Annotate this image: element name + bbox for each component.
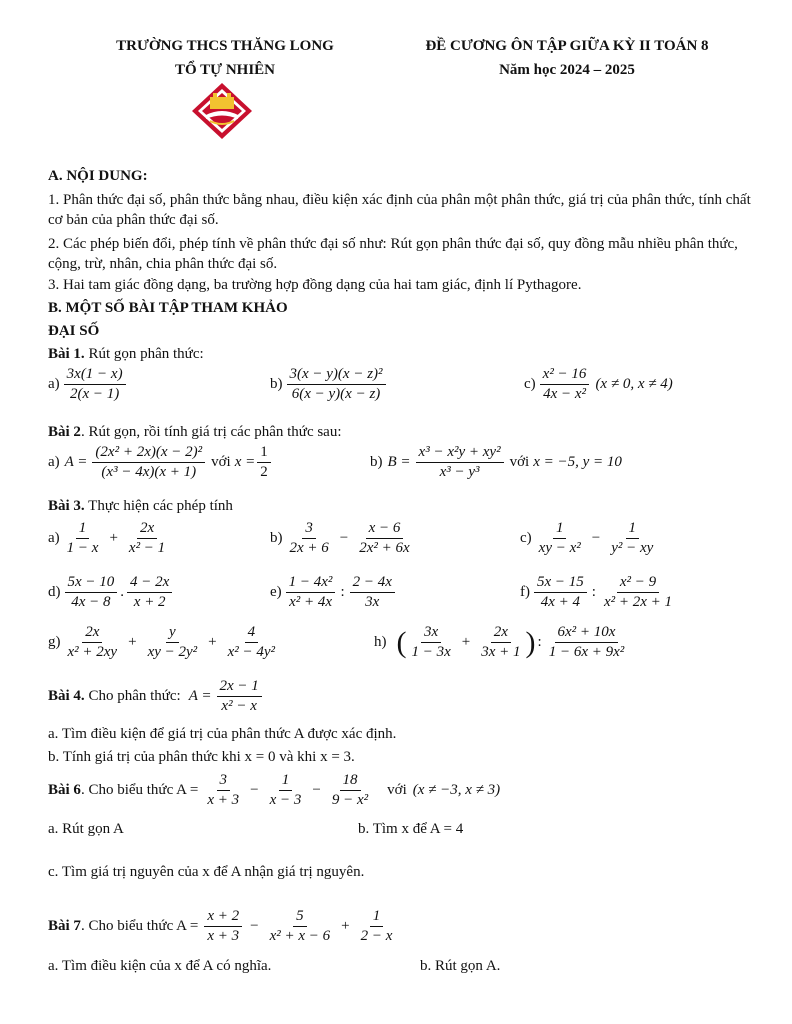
item-label: a) [48,530,60,547]
exercise-6-question-c: c. Tìm giá trị nguyên của x để A nhận giá trị nguyên. [48,864,365,880]
fraction [204,772,242,810]
denominator: 3x [365,594,380,611]
fraction [257,444,271,482]
exercise-4-question-a: a. Tìm điều kiện để giá trị của phân thức A được xác định. [48,726,397,742]
fraction [225,624,278,662]
numerator: x² − 16 [540,366,590,385]
variable-values: x = −5, y = 10 [533,454,622,471]
exercise-1b [270,366,388,404]
exercise-6-heading [48,772,500,810]
variable-name: A = [188,688,212,705]
item-label: e) [270,584,282,601]
operator: − [312,782,321,799]
numerator: 3 [217,772,231,791]
denominator: 4x − 8 [71,594,111,611]
fraction [287,366,386,404]
fraction [126,520,168,558]
denominator: x² + 2x + 1 [603,594,673,611]
fraction [65,624,121,662]
operator: + [109,530,118,547]
fraction [286,574,336,612]
fraction [217,678,262,716]
with-word: với [509,454,530,471]
exercise-3h [374,624,629,662]
exercise-7-question-a: a. Tìm điều kiện của x để A có nghĩa. [48,958,272,974]
fraction [356,520,412,558]
numerator: 2 − 4x [350,574,395,593]
exercise-3-label: Bài 3. [48,498,85,514]
fraction [65,574,118,612]
fraction [350,574,395,612]
numerator: 1 [279,772,293,791]
operator: + [341,918,350,935]
exercise-1-prompt: Rút gọn phân thức: [84,346,204,362]
denominator: x² + 4x [289,594,333,611]
item-label: b) [270,530,283,547]
exercise-3c [520,520,658,558]
fraction [92,444,205,482]
numerator: 2x − 1 [217,678,262,697]
denominator: 1 − x [66,540,99,557]
content-item-2: 2. Các phép biến đổi, phép tính về phân thức đại số như: Rút gọn phân thức đại số, quy đồng mẫu nhiều phân thức, cộng, trừ, nhân, chia phân thức đại số. [48,236,738,272]
operator: + [128,634,137,651]
numerator: 4 [245,624,259,643]
operator: : [591,584,596,601]
numerator: x² − 9 [617,574,659,593]
denominator: x − 3 [269,792,302,809]
denominator: xy − 2y² [147,644,198,661]
exercise-3b [270,520,415,558]
item-label: a) [48,376,60,393]
exercise-4-heading [48,678,264,716]
denominator: 2(x − 1) [69,386,120,403]
algebra-heading: ĐẠI SỐ [48,323,100,339]
fraction [416,444,504,482]
denominator: x³ − y³ [439,464,480,481]
exercise-3-heading [48,498,233,515]
operator: : [537,634,542,651]
fraction [358,908,396,946]
fraction [608,520,656,558]
operator: : [340,584,345,601]
fraction [478,624,523,662]
denominator: 2x² + 6x [359,540,410,557]
numerator: 1 [370,908,384,927]
exercise-6-question-b: b. Tìm x để A = 4 [358,821,464,837]
numerator: 5x − 15 [534,574,587,593]
exercise-6-question-a: a. Rút gọn A [48,821,124,837]
exercise-3d [48,574,174,612]
denominator: 2 [260,464,268,481]
item-label: b) [370,454,383,471]
fraction [601,574,675,612]
denominator: 2 − x [360,928,393,945]
fraction [540,366,590,404]
denominator: x + 3 [207,928,240,945]
exercise-4-prompt: Cho phân thức: [84,688,181,705]
denominator: xy − x² [538,540,581,557]
right-paren: ) [525,625,536,659]
denominator: 2x + 6 [289,540,329,557]
item-label: h) [374,634,387,651]
numerator: (2x² + 2x)(x − 2)² [92,444,205,463]
denominator: 3x + 1 [481,644,521,661]
numerator: 6x² + 10x [555,624,619,643]
fraction [64,520,102,558]
denominator: x² + 2xy [67,644,118,661]
exercise-7-prompt: . Cho biểu thức A = [80,918,199,935]
denominator: 1 − 3x [411,644,451,661]
school-logo [190,81,254,146]
numerator: 1 [257,444,271,463]
exercise-3f [520,574,677,612]
denominator: x² − x [221,698,257,715]
fraction [127,574,172,612]
exercise-3-prompt: Thực hiện các phép tính [84,498,233,514]
numerator: 1 − 4x² [286,574,336,593]
exercise-3g [48,624,280,662]
denominator: 4x + 4 [540,594,581,611]
section-a-title: A. NỘI DUNG: [48,168,148,184]
numerator: 3x [421,624,441,643]
exercise-6-label: Bài 6 [48,782,81,799]
item-label: g) [48,634,61,651]
variable-equals: x = [234,454,256,471]
fraction [287,520,332,558]
with-word: với [387,782,407,799]
content-item-1: 1. Phân thức đại số, phân thức bằng nhau, điều kiện xác định của phân một phân thức, giá trị của phân thức, tính chất cơ bản của phân thức đại số. [48,192,751,228]
denominator: x + 3 [207,792,240,809]
school-name: TRƯỜNG THCS THĂNG LONG [116,38,334,54]
denominator: x² − 1 [128,540,166,557]
numerator: 18 [340,772,361,791]
section-b-title: B. MỘT SỐ BÀI TẬP THAM KHẢO [48,300,288,316]
fraction [536,520,584,558]
item-label: d) [48,584,61,601]
operator: − [250,782,259,799]
variable-name: A = [64,454,88,471]
left-paren: ( [396,625,407,659]
denominator: 1 − 6x + 9x² [548,644,625,661]
with-word: với [211,454,231,471]
item-label: b) [270,376,283,393]
denominator: (x³ − 4x)(x + 1) [101,464,197,481]
school-year: Năm học 2024 – 2025 [499,62,635,78]
item-label: c) [524,376,536,393]
exercise-7-question-b: b. Rút gọn A. [420,958,501,974]
exercise-4-label: Bài 4. [48,688,85,705]
fraction [534,574,587,612]
fraction [64,366,126,404]
exercise-2-heading [48,424,342,441]
denominator: 6(x − y)(x − z) [291,386,381,403]
numerator: 2x [82,624,102,643]
numerator: x − 6 [366,520,404,539]
numerator: 1 [76,520,90,539]
condition: (x ≠ 0, x ≠ 4) [595,376,673,393]
exercise-1c [524,366,673,404]
operator: + [208,634,217,651]
content-item-3: 3. Hai tam giác đồng dạng, ba trường hợp đồng dạng của hai tam giác, định lí Pythagore. [48,277,582,293]
exercise-3a [48,520,170,558]
numerator: 2x [491,624,511,643]
numerator: y [166,624,179,643]
exercise-2a [48,444,273,482]
variable-name: B = [387,454,411,471]
exercise-2b [370,444,622,482]
exercise-7-label: Bài 7 [48,918,81,935]
operator: − [591,530,601,547]
denominator: x² − 4y² [227,644,276,661]
numerator: x³ − x²y + xy² [416,444,504,463]
denominator: 4x − x² [543,386,587,403]
operator: − [250,918,259,935]
operator: + [461,634,471,651]
numerator: 1 [553,520,567,539]
numerator: x + 2 [204,908,242,927]
numerator: 1 [626,520,640,539]
numerator: 2x [137,520,157,539]
numerator: 3(x − y)(x − z)² [287,366,386,385]
numerator: 4 − 2x [127,574,172,593]
denominator: y² − xy [611,540,654,557]
numerator: 3x(1 − x) [64,366,126,385]
condition: (x ≠ −3, x ≠ 3) [412,782,501,799]
item-label: a) [48,454,60,471]
school-logo-emblem [190,81,254,141]
exercise-7-heading [48,908,397,946]
exercise-1-label: Bài 1. [48,346,85,362]
numerator: 5x − 10 [65,574,118,593]
fraction [329,772,371,810]
item-label: c) [520,530,532,547]
denominator: 9 − x² [331,792,369,809]
department-name: TỔ TỰ NHIÊN [174,62,276,78]
exercise-4-question-b: b. Tính giá trị của phân thức khi x = 0 và khi x = 3. [48,749,355,765]
numerator: 3 [302,520,316,539]
fraction [546,624,628,662]
item-label: f) [520,584,530,601]
fraction [204,908,242,946]
denominator: x² + x − 6 [269,928,331,945]
denominator: x + 2 [133,594,166,611]
numerator: 5 [293,908,307,927]
fraction [409,624,454,662]
exercise-2-label: Bài 2 [48,424,81,440]
fraction [267,908,334,946]
document-title: ĐỀ CƯƠNG ÔN TẬP GIỮA KỲ II TOÁN 8 [425,38,709,54]
exercise-6-prompt: . Cho biểu thức A = [80,782,199,799]
exercise-1a [48,366,128,404]
exercise-2-prompt: . Rút gọn, rồi tính giá trị các phân thức sau: [80,424,342,440]
operator: . [120,584,125,601]
exercise-3e [270,574,397,612]
operator: − [339,530,349,547]
fraction [267,772,305,810]
fraction [145,624,201,662]
exercise-1-heading [48,346,204,363]
